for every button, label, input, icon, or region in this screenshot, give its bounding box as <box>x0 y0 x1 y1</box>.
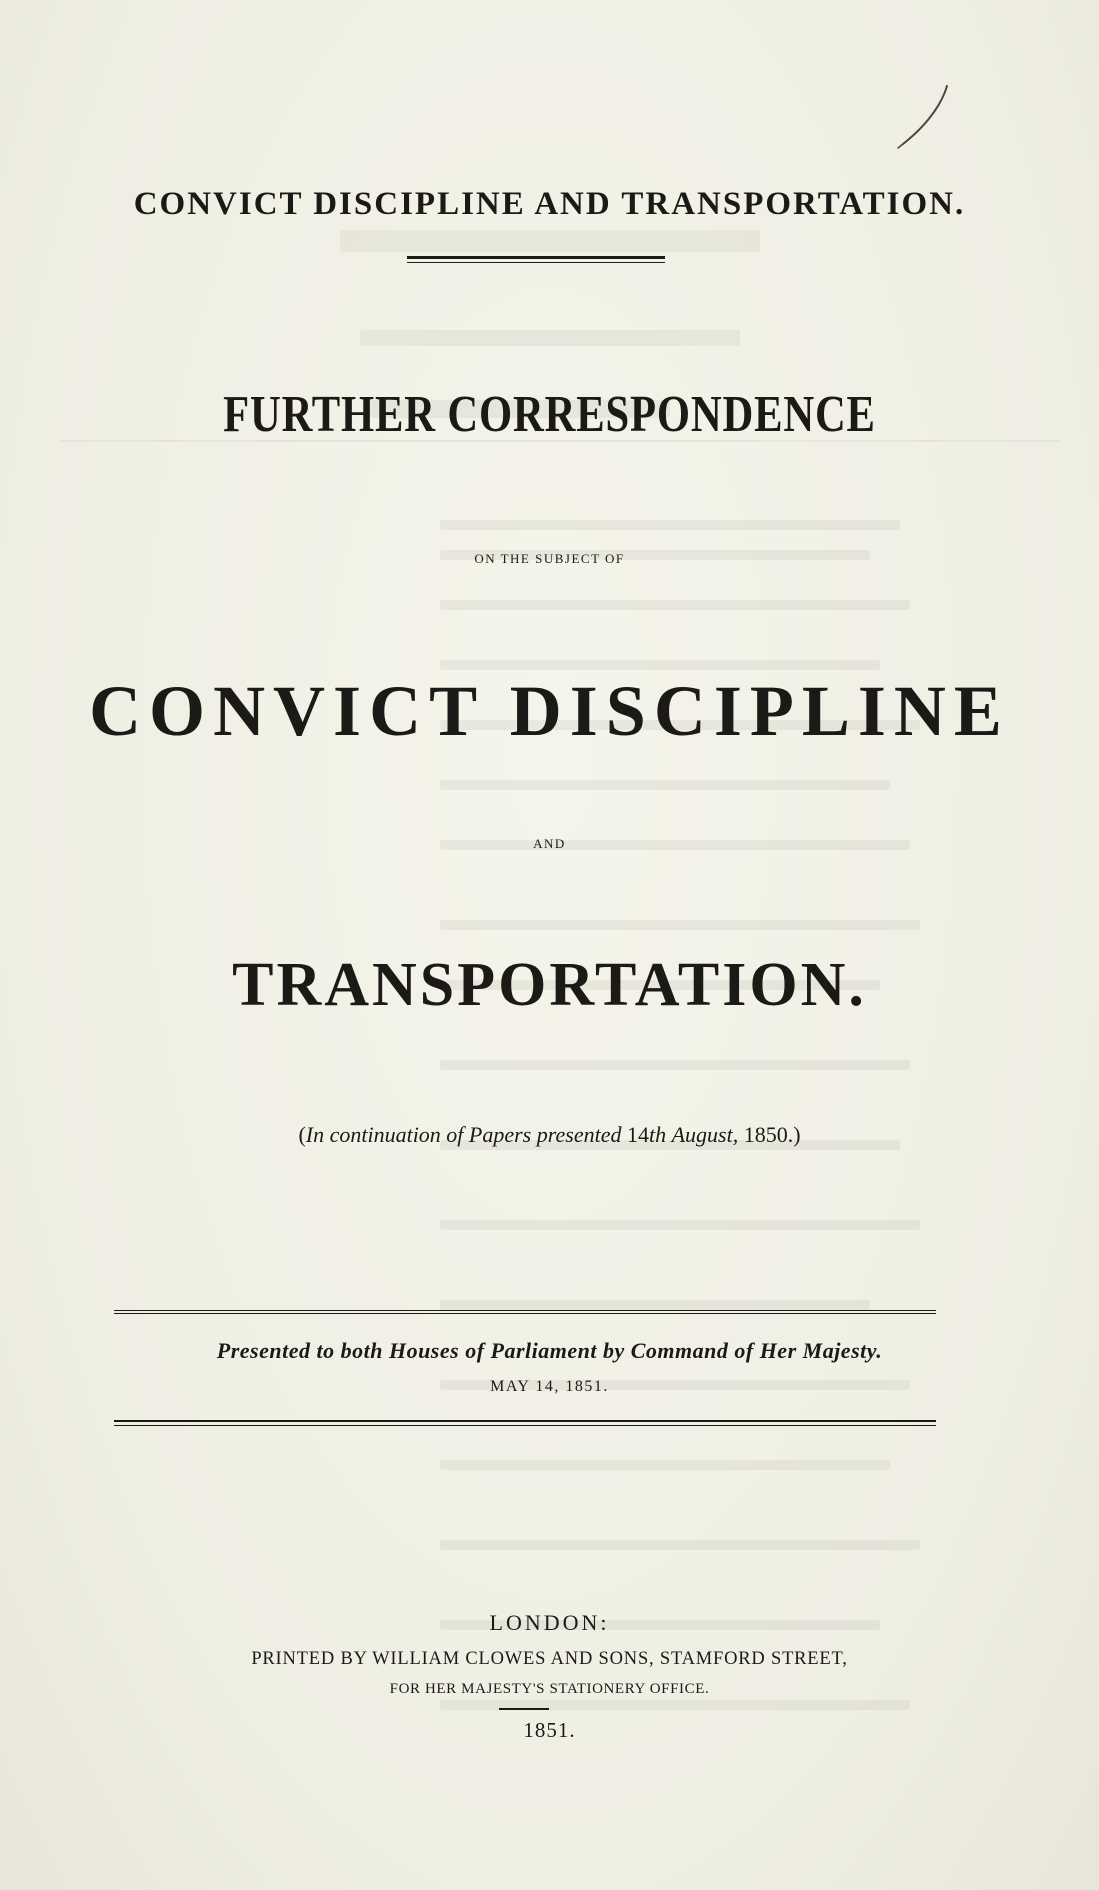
imprint-printer: PRINTED BY WILLIAM CLOWES AND SONS, STAMFORD STREET, <box>251 1649 848 1669</box>
imprint-office: FOR HER MAJESTY'S STATIONERY OFFICE. <box>389 1681 710 1697</box>
lower-double-rule-bottom <box>114 1425 936 1426</box>
continuation-year: 1850.) <box>743 1122 801 1147</box>
lower-double-rule-top <box>114 1420 936 1422</box>
presented-to-parliament-line: Presented to both Houses of Parliament by Command of Her Majesty. <box>216 1338 883 1363</box>
continuation-open-paren: ( <box>298 1122 306 1147</box>
presentation-date: MAY 14, 1851. <box>490 1378 609 1395</box>
pencil-mark-icon <box>895 82 965 152</box>
upper-double-rule-bottom <box>114 1313 936 1314</box>
upper-double-rule-top <box>114 1310 936 1311</box>
continuation-month: August, <box>671 1122 739 1147</box>
running-title: CONVICT DISCIPLINE AND TRANSPORTATION. <box>133 186 966 222</box>
continuation-italic-text: In continuation of Papers presented <box>305 1122 622 1147</box>
imprint-city: LONDON: <box>489 1610 610 1635</box>
on-the-subject-of-label: ON THE SUBJECT OF <box>474 551 625 566</box>
year-rule <box>499 1708 549 1710</box>
transportation-heading: TRANSPORTATION. <box>232 951 867 1019</box>
bleed-through-texture <box>60 80 1060 1800</box>
convict-discipline-heading: CONVICT DISCIPLINE <box>89 671 1010 751</box>
and-label: AND <box>533 836 566 851</box>
further-correspondence-heading: FURTHER CORRESPONDENCE <box>223 386 876 443</box>
title-divider <box>407 256 665 263</box>
imprint-year: 1851. <box>523 1718 576 1742</box>
continuation-note <box>0 1122 1099 1148</box>
continuation-day: 14 <box>626 1122 649 1147</box>
continuation-day-suffix: th <box>648 1122 667 1147</box>
